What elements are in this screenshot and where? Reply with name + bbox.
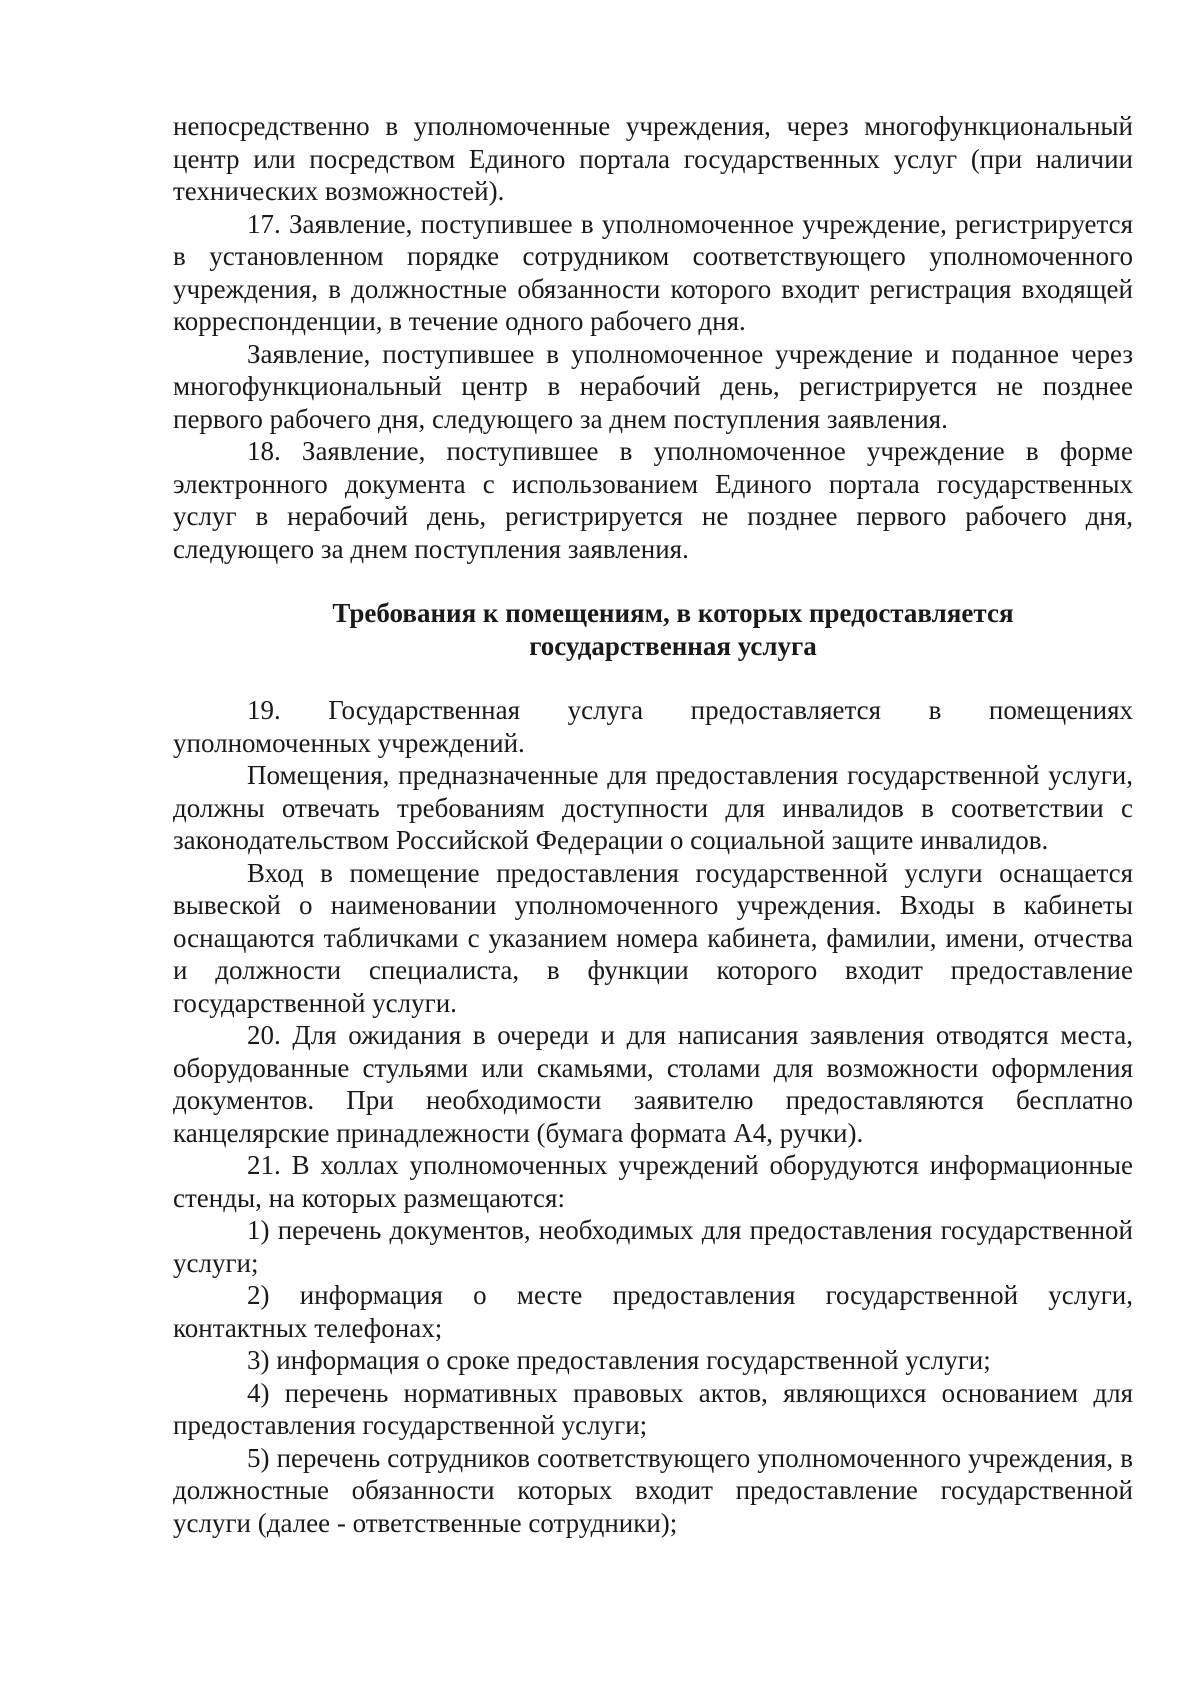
paragraph-continuation: непосредственно в уполномоченные учреждения, через многофункциональный центр или посредством Единого портала государственных услуг (при наличии технических возможностей). (173, 111, 1133, 206)
paragraph-registration-mfc: Заявление, поступившее в уполномоченное учреждение и поданное через многофункциональный центр в нерабочий день, регистрируется не позднее первого рабочего дня, следующего за днем поступления заявления. (173, 338, 1133, 434)
section-heading-line1: Требования к помещениям, в которых предоставляется (332, 598, 1014, 628)
paragraph-item-17: 17. Заявление, поступившее в уполномоченное учреждение, регистрируется в установленном порядке сотрудником соответствующего уполномоченного учреждения, в должностные обязанности которого входит регистрация входящей корреспонденции, в течение одного рабочего дня. (173, 208, 1133, 336)
list-item-3: 3) информация о сроке предоставления государственной услуги; (247, 1345, 991, 1375)
list-item-1: 1) перечень документов, необходимых для предоставления государственной услуги; (173, 1215, 1133, 1278)
paragraph-item-20: 20. Для ожидания в очереди и для написания заявления отводятся места, оборудованные стульями или скамьями, столами для возможности оформления документов. При необходимости заявителю предоставляются бесплатно канцелярские принадлежности (бумага формата А4, ручки). (173, 1020, 1133, 1148)
section-heading-line2: государственная услуга (529, 630, 817, 661)
paragraph-item-21: 21. В холлах уполномоченных учреждений оборудуются информационные стенды, на которых размещаются: (173, 1150, 1133, 1213)
paragraph-item-18: 18. Заявление, поступившее в уполномоченное учреждение в форме электронного документа с использованием Единого портала государственных услуг в нерабочий день, регистрируется не позднее первого рабочего дня, следующего за днем поступления заявления. (173, 436, 1133, 564)
document-body (173, 110, 1133, 1539)
paragraph-item-19: 19. Государственная услуга предоставляется в помещениях уполномоченных учреждений. (173, 695, 1133, 758)
paragraph-entrance-signage: Вход в помещение предоставления государственной услуги оснащается вывеской о наименовании уполномоченного учреждения. Входы в кабинеты оснащаются табличками с указанием номера кабинета, фамилии, имени, отчества и должности специалиста, в функции которого входит предоставление государственной услуги. (173, 857, 1133, 1018)
section-heading (173, 597, 1133, 662)
list-item-2: 2) информация о месте предоставления государственной услуги, контактных телефонах; (173, 1280, 1133, 1343)
paragraph-accessibility: Помещения, предназначенные для предоставления государственной услуги, должны отвечать требованиям доступности для инвалидов в соответствии с законодательством Российской Федерации о социальной защите инвалидов. (173, 760, 1133, 855)
list-item-5: 5) перечень сотрудников соответствующего уполномоченного учреждения, в должностные обязанности которых входит предоставление государственной услуги (далее - ответственные сотрудники); (173, 1442, 1133, 1538)
list-item-4: 4) перечень нормативных правовых актов, являющихся основанием для предоставления государственной услуги; (173, 1377, 1133, 1440)
